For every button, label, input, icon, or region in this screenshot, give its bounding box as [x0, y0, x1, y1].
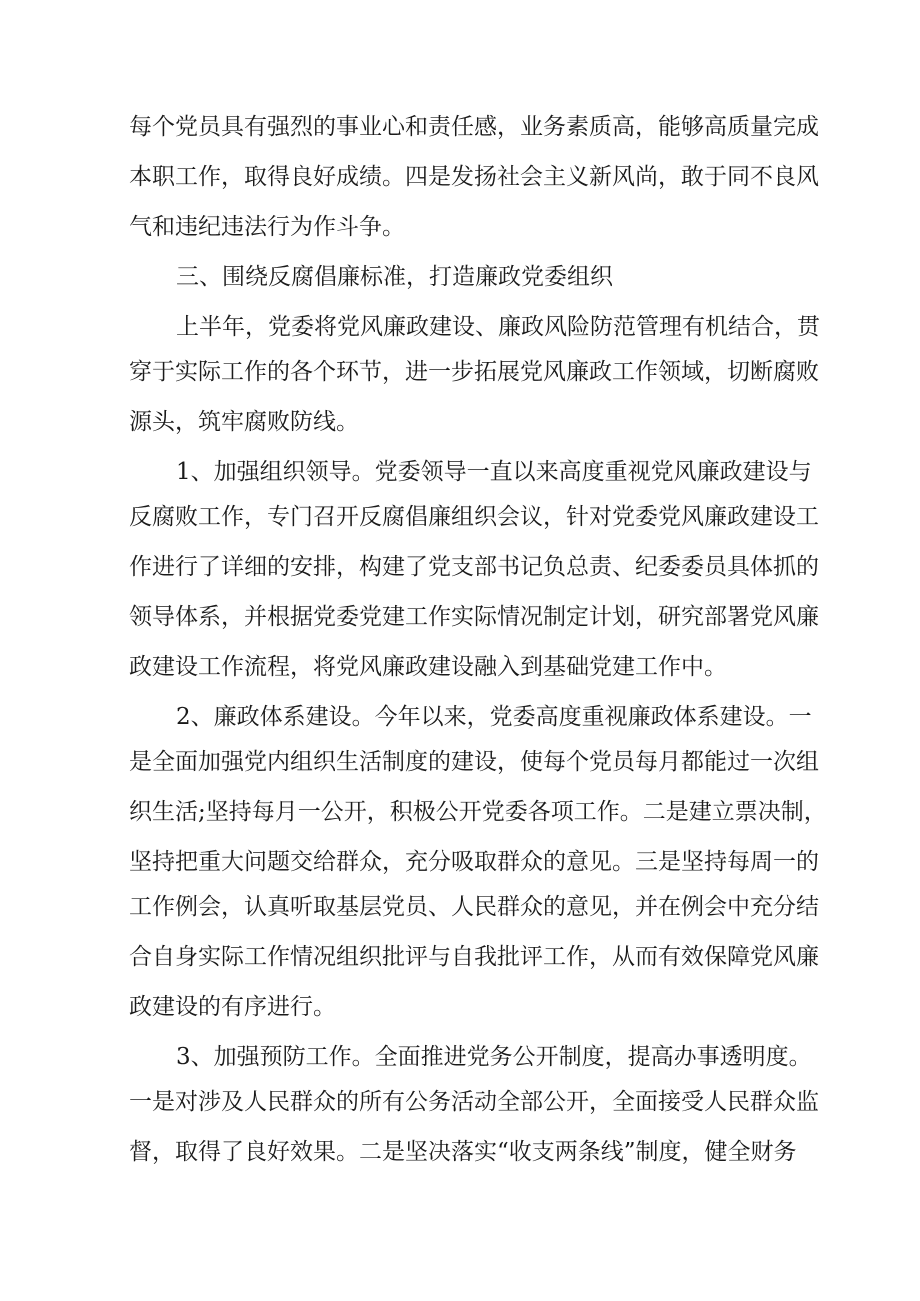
text-line: 政建设的有序进行。 — [129, 994, 336, 1020]
text-line: 气和违纪违法行为作斗争。 — [129, 214, 405, 240]
text-line: 1、加强组织领导。党委领导一直以来高度重视党风廉政建设与 — [176, 459, 812, 485]
text-line: 坚持把重大问题交给群众，充分吸取群众的意见。三是坚持每周一的 — [129, 849, 819, 875]
text-line: 本职工作，取得良好成绩。四是发扬社会主义新风尚，敢于同不良风 — [129, 164, 819, 190]
text-line: 穿于实际工作的各个环节，进一步拓展党风廉政工作领域，切断腐败 — [129, 359, 819, 385]
text-line: 上半年，党委将党风廉政建设、廉政风险防范管理有机结合，贯 — [176, 314, 820, 340]
text-line: 政建设工作流程，将党风廉政建设融入到基础党建工作中。 — [129, 654, 727, 680]
text-line: 源头，筑牢腐败防线。 — [129, 409, 359, 435]
text-line: 督，取得了良好效果。二是坚决落实“收支两条线”制度，健全财务 — [129, 1139, 797, 1165]
text-line: 织生活;坚持每月一公开，积极公开党委各项工作。二是建立票决制， — [129, 799, 827, 825]
text-line: 是全面加强党内组织生活制度的建设，使每个党员每月都能过一次组 — [129, 749, 819, 775]
text-line: 反腐败工作，专门召开反腐倡廉组织会议，针对党委党风廉政建设工 — [129, 504, 819, 530]
text-line: 作进行了详细的安排，构建了党支部书记负总责、纪委委员具体抓的 — [129, 554, 819, 580]
text-line: 领导体系，并根据党委党建工作实际情况制定计划，研究部署党风廉 — [129, 604, 819, 630]
section-heading: 三、围绕反腐倡廉标准，打造廉政党委组织 — [176, 264, 613, 290]
text-line: 3、加强预防工作。全面推进党务公开制度，提高办事透明度。 — [176, 1044, 812, 1070]
text-line: 一是对涉及人民群众的所有公务活动全部公开，全面接受人民群众监 — [129, 1089, 819, 1115]
text-line: 2、廉政体系建设。今年以来，党委高度重视廉政体系建设。一 — [176, 704, 812, 730]
text-line: 工作例会，认真听取基层党员、人民群众的意见，并在例会中充分结 — [129, 894, 819, 920]
text-line: 每个党员具有强烈的事业心和责任感，业务素质高，能够高质量完成 — [129, 114, 819, 140]
text-line: 合自身实际工作情况组织批评与自我批评工作，从而有效保障党风廉 — [129, 944, 819, 970]
